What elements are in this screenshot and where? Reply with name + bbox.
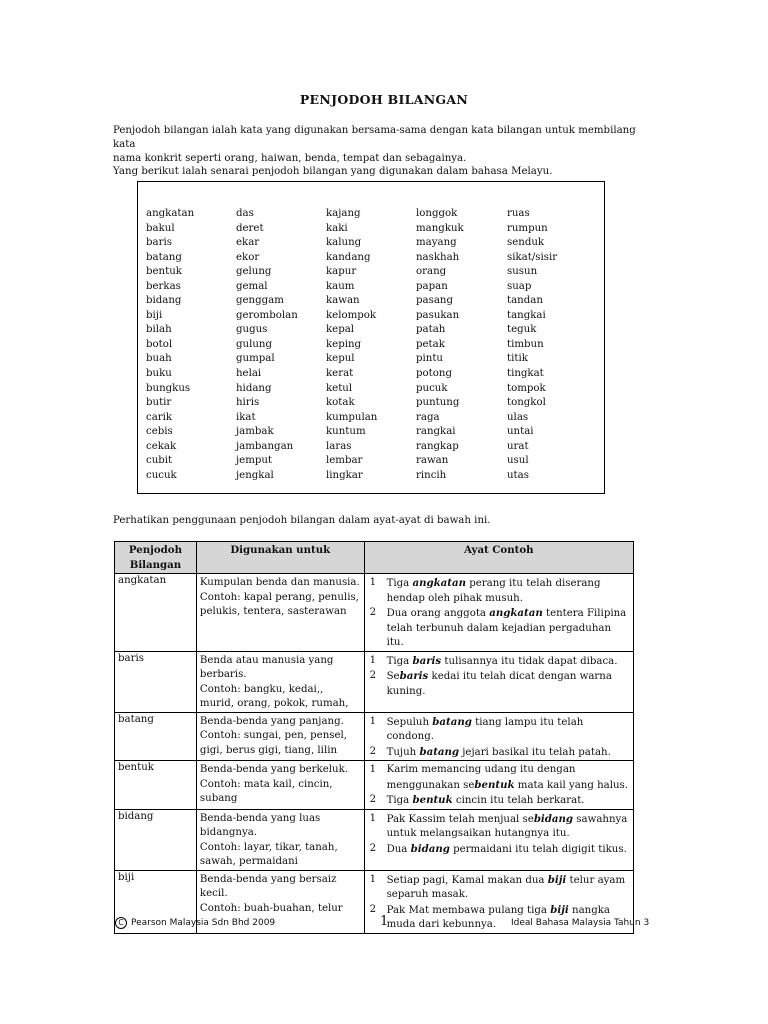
footer-copyright [115,917,275,929]
word-column [146,207,194,483]
example-sentence [368,873,630,903]
word-item: kumpulan [326,411,378,423]
usage-line: gigi, berus gigi, tiang, lilin [199,744,338,756]
highlighted-penjodoh: batang [419,745,460,758]
word-item: bakul [146,222,175,234]
highlighted-penjodoh: baris [399,670,429,682]
example-text-before: Dua orang anggota [386,608,490,619]
example-sentence [368,745,630,761]
penjodoh-cell [115,761,197,810]
usage-line: pelukis, tentera, sasterawan [199,606,347,617]
usage-line: sawah, permaidani [199,856,298,867]
intro-line: Penjodoh bilangan ialah kata yang digunakan bersama-sama dengan kata bilangan untuk membilang kata [113,125,636,150]
word-item: rangkap [416,440,459,452]
example-text-after: perang itu telah diserang hendap oleh pihak musuh. [386,578,601,604]
usage-line: Contoh: buah-buahan, telur [199,902,343,914]
penjodoh-cell [115,651,197,712]
penjodoh-word: angkatan [118,575,167,586]
highlighted-penjodoh: angkatan [489,607,543,619]
example-number: 2 [369,842,377,854]
usage-note: Perhatikan penggunaan penjodoh bilangan dalam ayat-ayat di bawah ini. [113,515,491,526]
word-item: kawan [326,295,360,307]
word-item: gugus [236,324,268,336]
example-number: 2 [369,745,377,757]
highlighted-penjodoh: bentuk [474,778,515,791]
word-item: ruas [507,208,530,219]
penjodoh-word: bentuk [118,762,154,773]
example-text [387,763,630,793]
word-item: buah [146,353,172,365]
example-text [387,873,630,903]
word-item: mayang [416,237,457,249]
example-number: 2 [369,903,377,915]
word-item: cubit [146,455,173,467]
word-item: botol [146,338,173,350]
usage-table-header-row [115,542,634,574]
example-text-after: sawahnya untuk melangsaikan hutangnya itu. [386,813,628,839]
usage-table [114,541,634,934]
word-item: laras [326,440,352,452]
word-item: gerombolan [236,309,298,321]
header-text: Bilangan [129,558,182,571]
word-item: rawan [416,455,449,467]
example-text [387,812,630,842]
word-item: jambak [236,426,274,438]
word-item: jambangan [236,440,294,452]
word-item: bidang [146,295,182,307]
example-text-after: jejari basikal itu telah patah. [459,746,611,758]
word-item: orang [416,266,447,278]
example-number: 1 [369,764,377,775]
example-text [387,745,630,761]
usage-cell [196,574,364,652]
example-text-before: Karim memancing udang itu dengan menggunakan se [386,764,576,791]
example-text [387,654,630,670]
word-item: rumpun [507,222,548,234]
word-item: susun [507,266,538,278]
table-row [115,651,634,712]
word-item: das [236,208,254,219]
example-sentence [368,654,630,670]
word-column [416,207,464,483]
word-item: tandan [507,295,543,307]
usage-line: kecil. [199,888,228,899]
penjodoh-cell [115,574,197,652]
word-item: titik [507,353,528,365]
example-text-after: telur ayam separuh masak. [386,874,626,900]
word-item: kelompok [326,309,377,321]
usage-line: Contoh: kapal perang, penulis, [199,591,359,603]
example-text [387,842,630,858]
example-text-after: kedai itu telah dicat dengan warna kuning. [386,671,612,697]
example-sentence [368,812,630,842]
word-item: ekar [236,237,260,249]
intro-line: nama konkrit seperti orang, haiwan, benda, tempat dan sebagainya. [113,152,467,164]
intro-line: Yang berikut ialah senarai penjodoh bilangan yang digunakan dalam bahasa Melayu. [113,166,553,178]
usage-line: Benda-benda yang panjang. [199,715,344,727]
example-cell [364,651,633,712]
example-text-after: cincin itu telah berkarat. [452,795,585,806]
example-text [387,793,630,809]
usage-cell [196,761,364,810]
word-item: pasukan [416,309,460,321]
word-item: kepal [326,324,355,336]
word-item: ketul [326,382,353,394]
word-item: longgok [416,208,458,219]
word-item: bilah [146,324,172,336]
word-item: ekor [236,251,260,263]
example-text [387,606,630,651]
word-item: gelung [236,266,272,278]
example-text-before: Pak Mat membawa pulang tiga [386,904,551,916]
word-item: petak [416,338,445,350]
header-penjodoh-bilangan [115,542,197,574]
usage-line: Contoh: bangku, kedai,, [199,683,324,695]
usage-line: murid, orang, pokok, rumah, [199,698,349,709]
highlighted-penjodoh: baris [412,654,442,667]
word-item: kajang [326,208,361,219]
word-item: jengkal [236,469,274,481]
table-row [115,809,634,870]
header-digunakan-untuk: Digunakan untuk [196,542,364,574]
usage-line: berbaris. [199,669,247,680]
penjodoh-cell [115,809,197,870]
word-list-box [137,181,605,494]
word-item: hidang [236,382,272,394]
usage-cell [196,651,364,712]
word-item: kapur [326,266,357,278]
example-sentence [368,715,630,745]
word-item: untai [507,426,534,438]
example-text [387,715,630,745]
example-text-before: Pak Kassim telah menjual se [386,813,534,825]
usage-line: subang [199,793,238,804]
usage-line: bidangnya. [199,827,258,838]
copyright-icon: C [115,917,127,929]
highlighted-penjodoh: biji [547,873,567,886]
word-item: usul [507,455,529,467]
word-item: tangkai [507,309,546,321]
example-number: 2 [369,794,377,805]
word-item: kerat [326,368,354,380]
word-item: timbun [507,338,544,350]
word-item: genggam [236,295,284,307]
usage-line: Benda-benda yang luas [199,812,321,824]
example-number: 1 [369,873,377,885]
word-item: pasang [416,295,453,307]
example-sentence [368,793,630,809]
example-sentence [368,669,630,699]
example-sentence [368,842,630,858]
page-title: PENJODOH BILANGAN [299,92,469,107]
example-cell [364,712,633,761]
highlighted-penjodoh: batang [432,715,472,728]
word-item: cebis [146,426,173,438]
example-number: 1 [369,654,377,666]
usage-line: Contoh: mata kail, cincin, [199,778,333,790]
example-cell [364,809,633,870]
word-item: tingkat [507,368,544,380]
word-item: puntung [416,397,460,409]
word-item: hiris [236,397,260,409]
word-item: kaki [326,222,348,234]
example-text-after: nangka muda dari kebunnya. [386,904,610,930]
penjodoh-word: bidang [118,810,154,822]
word-item: ulas [507,411,529,423]
word-item: lembar [326,455,363,467]
page-footer [0,914,768,933]
word-item: naskhah [416,251,460,263]
example-text-before: Setiap pagi, Kamal makan dua [386,874,548,886]
header-text: Penjodoh [128,544,182,556]
highlighted-penjodoh: bentuk [412,794,453,806]
example-text-before: Tujuh [386,746,420,758]
highlighted-penjodoh: biji [550,903,569,916]
example-text-before: Tiga [386,578,413,589]
table-row [115,574,634,652]
penjodoh-cell [115,712,197,761]
example-number: 2 [369,607,377,618]
example-sentence [368,763,630,793]
word-item: raga [416,411,440,423]
example-text-after: tulisannya itu tidak dapat dibaca. [441,655,618,667]
example-number: 1 [369,812,377,824]
example-text-after: tiang lampu itu telah condong. [386,716,584,742]
word-item: jemput [236,455,273,467]
example-cell [364,574,633,652]
penjodoh-word: baris [118,652,144,664]
footer-book-title: Ideal Bahasa Malaysia Tahun 3 [511,918,650,928]
word-item: rangkai [416,426,456,438]
word-item: bungkus [146,382,191,394]
word-item: suap [507,280,532,292]
usage-line: Benda-benda yang berkeluk. [199,764,348,775]
word-column [236,207,298,483]
example-sentence [368,606,630,651]
usage-cell [196,809,364,870]
highlighted-penjodoh: angkatan [412,577,466,589]
word-item: baris [146,237,172,249]
word-item: senduk [507,237,545,249]
example-number: 1 [369,715,377,727]
usage-line: Benda atau manusia yang [199,654,334,666]
example-cell [364,761,633,810]
page-number: 1 [380,914,389,929]
word-item: kaum [326,280,355,292]
example-text-after: mata kail yang halus. [514,779,629,791]
table-row [115,761,634,810]
word-item: rincih [416,469,447,481]
example-text [387,669,630,699]
usage-line: Contoh: layar, tikar, tanah, [199,841,338,853]
word-item: tompok [507,382,546,394]
example-number: 1 [369,577,377,588]
word-item: gulung [236,338,272,350]
word-item: sikat/sisir [507,251,558,263]
usage-line: Kumpulan benda dan manusia. [199,577,360,588]
example-text-before: Tiga [386,795,413,806]
usage-line: Benda-benda yang bersaiz [199,873,337,885]
word-item: tongkol [507,397,546,409]
word-item: lingkar [326,469,363,481]
penjodoh-word: batang [118,713,154,725]
word-item: urat [507,440,529,452]
word-item: kandang [326,251,371,263]
word-item: cucuk [146,469,177,481]
word-item: buku [146,368,172,380]
word-item: papan [416,280,448,292]
word-item: cekak [146,440,177,452]
word-item: kotak [326,397,355,409]
highlighted-penjodoh: bidang [533,812,574,825]
example-text-before: Sepuluh [386,716,433,728]
word-item: patah [416,324,446,336]
example-number: 2 [369,670,377,681]
word-item: angkatan [146,208,195,219]
word-item: kalung [326,237,362,249]
word-item: utas [507,469,529,481]
word-item: teguk [507,324,537,336]
intro-paragraph [113,124,658,179]
word-item: pintu [416,353,443,365]
example-text-before: Se [386,671,400,682]
word-column [326,207,377,483]
table-row [115,712,634,761]
word-item: ikat [236,411,256,423]
example-text-after: permaidani itu telah digigit tikus. [449,843,627,855]
word-item: kepul [326,353,355,365]
word-item: mangkuk [416,222,464,234]
word-item: berkas [146,280,181,292]
example-text-before: Tiga [386,655,413,667]
example-text-after: tentera Filipina telah terbunuh dalam kejadian pergaduhan itu. [386,608,627,648]
word-item: kuntum [326,426,366,438]
word-item: biji [146,309,163,321]
word-item: carik [146,411,173,423]
word-item: helai [236,368,262,380]
word-item: keping [326,338,362,350]
word-item: bentuk [146,266,182,278]
usage-cell [196,712,364,761]
example-text-before: Dua [386,843,411,855]
word-column [507,207,557,483]
word-item: gemal [236,280,268,292]
word-item: butir [146,397,172,409]
example-sentence [368,576,630,606]
word-item: pucuk [416,382,448,394]
example-text [387,576,630,606]
highlighted-penjodoh: bidang [410,842,450,855]
word-item: batang [146,251,182,263]
word-item: potong [416,368,452,380]
penjodoh-word: biji [118,871,135,883]
header-ayat-contoh: Ayat Contoh [364,542,633,574]
word-item: deret [236,222,264,234]
footer-publisher: Pearson Malaysia Sdn Bhd 2009 [131,918,276,928]
usage-line: Contoh: sungai, pen, pensel, [199,730,348,741]
word-item: gumpal [236,353,275,365]
